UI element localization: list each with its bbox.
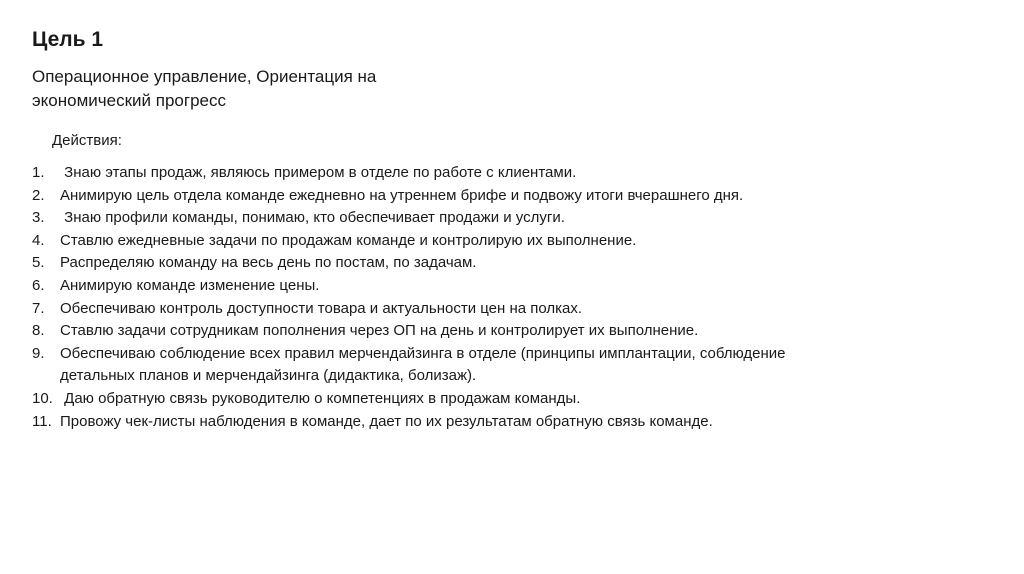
list-item-number: 6. [32, 276, 45, 294]
list-item-number: 9. [32, 344, 45, 362]
list-item [32, 207, 832, 230]
list-item [32, 275, 832, 298]
list-item [32, 388, 832, 411]
actions-label: Действия: [52, 132, 122, 149]
list-item-number: 10. [32, 389, 53, 407]
list-item-text: Ставлю ежедневные задачи по продажам команде и контролирую их выполнение. [60, 231, 637, 249]
list-item-number: 4. [32, 231, 45, 249]
list-item-number: 8. [32, 322, 45, 340]
list-item-text: Анимирую цель отдела команде ежедневно на утреннем брифе и подвожу итоги вчерашнего дня. [60, 186, 744, 204]
list-item-number: 1. [32, 164, 45, 181]
list-item [32, 298, 832, 321]
list-item [32, 411, 832, 434]
actions-list [32, 162, 832, 433]
list-item-text: Знаю профили команды, понимаю, кто обеспечивает продажи и услуги. [60, 209, 565, 227]
list-item [32, 162, 832, 185]
list-item [32, 230, 832, 253]
list-item-text: Обеспечиваю соблюдение всех правил мерчендайзинга в отделе (принципы имплантации, соблюдение детальных планов и мерчендайзинга (дидактика, болизаж). [60, 344, 790, 385]
list-item-number: 11. [32, 412, 52, 430]
list-item-text: Провожу чек-листы наблюдения в команде, дает по их результатам обратную связь команде. [60, 412, 713, 430]
slide-subtitle: Операционное управление, Ориентация на экономический прогресс [32, 67, 377, 110]
list-item-text: Распределяю команду на весь день по постам, по задачам. [60, 254, 477, 272]
list-item [32, 343, 832, 388]
list-item-text: Обеспечиваю контроль доступности товара и актуальности цен на полках. [60, 299, 583, 317]
list-item [32, 320, 832, 343]
list-item-text: Ставлю задачи сотрудникам пополнения через ОП на день и контролирует их выполнение. [60, 322, 699, 340]
list-item-number: 2. [32, 186, 45, 204]
list-item-text: Знаю этапы продаж, являюсь примером в отделе по работе с клиентами. [60, 164, 577, 181]
list-item-text: Даю обратную связь руководителю о компетенциях в продажам команды. [60, 389, 581, 407]
list-item-number: 5. [32, 254, 45, 272]
list-item [32, 252, 832, 275]
list-item-text: Анимирую команде изменение цены. [60, 276, 320, 294]
slide-title: Цель 1 [32, 28, 104, 51]
list-item-number: 3. [32, 209, 45, 227]
list-item-number: 7. [32, 299, 45, 317]
list-item [32, 185, 832, 208]
